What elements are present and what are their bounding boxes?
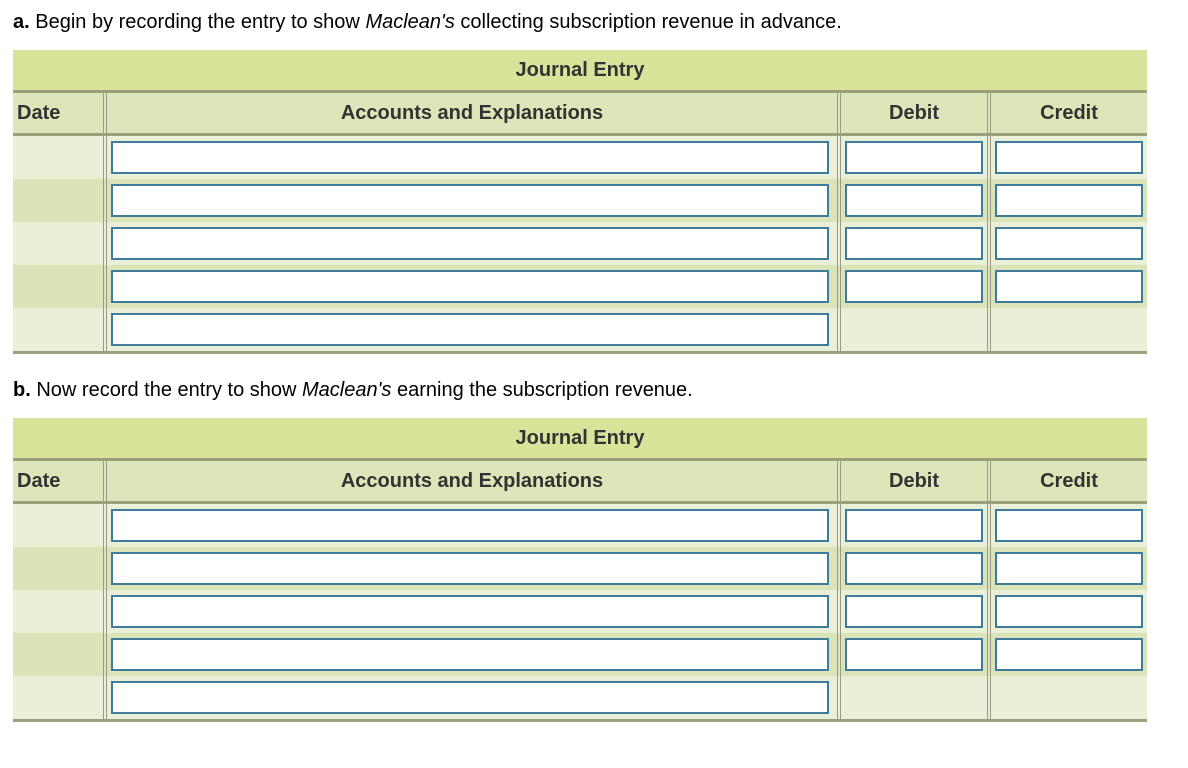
debit-header: Debit xyxy=(837,93,987,133)
debit-cell xyxy=(837,547,987,590)
credit-input[interactable] xyxy=(995,270,1143,303)
debit-cell xyxy=(837,633,987,676)
account-input[interactable] xyxy=(111,552,829,585)
instruction-a-text-after: collecting subscription revenue in advance. xyxy=(454,11,842,33)
accounts-cell xyxy=(103,633,837,676)
date-cell xyxy=(13,179,103,222)
debit-input[interactable] xyxy=(845,638,983,671)
date-header: Date xyxy=(13,93,103,133)
debit-input[interactable] xyxy=(845,509,983,542)
credit-cell xyxy=(987,590,1147,633)
debit-cell xyxy=(837,265,987,308)
date-cell xyxy=(13,265,103,308)
date-cell xyxy=(13,633,103,676)
credit-header: Credit xyxy=(987,93,1147,133)
accounts-cell xyxy=(103,676,837,719)
accounts-cell xyxy=(103,590,837,633)
credit-input[interactable] xyxy=(995,184,1143,217)
table-bottom-border xyxy=(13,351,1147,354)
debit-cell xyxy=(837,504,987,547)
credit-cell xyxy=(987,265,1147,308)
accounts-cell xyxy=(103,504,837,547)
debit-cell xyxy=(837,590,987,633)
debit-cell xyxy=(837,179,987,222)
journal-row xyxy=(13,590,1147,633)
credit-cell xyxy=(987,222,1147,265)
credit-cell xyxy=(987,676,1147,719)
date-cell xyxy=(13,676,103,719)
date-cell xyxy=(13,590,103,633)
credit-input[interactable] xyxy=(995,141,1143,174)
instruction-b-text-after: earning the subscription revenue. xyxy=(391,379,693,401)
debit-input[interactable] xyxy=(845,595,983,628)
debit-input[interactable] xyxy=(845,270,983,303)
journal-row xyxy=(13,136,1147,179)
account-input[interactable] xyxy=(111,313,829,346)
date-cell xyxy=(13,136,103,179)
debit-cell xyxy=(837,308,987,351)
date-cell xyxy=(13,547,103,590)
date-cell xyxy=(13,504,103,547)
credit-cell xyxy=(987,179,1147,222)
debit-input[interactable] xyxy=(845,184,983,217)
account-input[interactable] xyxy=(111,595,829,628)
accounts-header: Accounts and Explanations xyxy=(103,93,837,133)
journal-title: Journal Entry xyxy=(13,50,1147,93)
account-input[interactable] xyxy=(111,270,829,303)
table-bottom-border xyxy=(13,719,1147,722)
journal-row xyxy=(13,265,1147,308)
account-input[interactable] xyxy=(111,681,829,714)
credit-input[interactable] xyxy=(995,509,1143,542)
account-input[interactable] xyxy=(111,184,829,217)
journal-header-row xyxy=(13,461,1147,504)
journal-entry-table-b xyxy=(13,418,1147,722)
instruction-b xyxy=(13,378,693,402)
accounts-cell xyxy=(103,136,837,179)
journal-row xyxy=(13,308,1147,351)
journal-row xyxy=(13,547,1147,590)
journal-row xyxy=(13,179,1147,222)
credit-cell xyxy=(987,547,1147,590)
accounts-cell xyxy=(103,308,837,351)
credit-input[interactable] xyxy=(995,227,1143,260)
journal-row xyxy=(13,633,1147,676)
journal-entry-table-a xyxy=(13,50,1147,354)
credit-input[interactable] xyxy=(995,595,1143,628)
journal-row xyxy=(13,676,1147,719)
debit-input[interactable] xyxy=(845,227,983,260)
credit-cell xyxy=(987,308,1147,351)
accounts-cell xyxy=(103,265,837,308)
instruction-a-company: Maclean's xyxy=(365,11,455,33)
account-input[interactable] xyxy=(111,509,829,542)
account-input[interactable] xyxy=(111,638,829,671)
instruction-b-letter: b. xyxy=(13,379,31,401)
account-input[interactable] xyxy=(111,141,829,174)
instruction-b-text-before: Now record the entry to show xyxy=(30,379,303,401)
instruction-a-letter: a. xyxy=(13,11,30,33)
accounts-cell xyxy=(103,547,837,590)
accounts-cell xyxy=(103,179,837,222)
credit-input[interactable] xyxy=(995,552,1143,585)
date-cell xyxy=(13,222,103,265)
instruction-a xyxy=(13,10,842,34)
date-cell xyxy=(13,308,103,351)
account-input[interactable] xyxy=(111,227,829,260)
accounts-cell xyxy=(103,222,837,265)
credit-cell xyxy=(987,504,1147,547)
debit-cell xyxy=(837,222,987,265)
debit-header: Debit xyxy=(837,461,987,501)
journal-header-row xyxy=(13,93,1147,136)
journal-row xyxy=(13,222,1147,265)
instruction-a-text-before: Begin by recording the entry to show xyxy=(29,11,366,33)
debit-input[interactable] xyxy=(845,552,983,585)
credit-cell xyxy=(987,136,1147,179)
journal-row xyxy=(13,504,1147,547)
accounts-header: Accounts and Explanations xyxy=(103,461,837,501)
debit-input[interactable] xyxy=(845,141,983,174)
instruction-b-company: Maclean's xyxy=(302,379,392,401)
debit-cell xyxy=(837,136,987,179)
credit-header: Credit xyxy=(987,461,1147,501)
date-header: Date xyxy=(13,461,103,501)
journal-title: Journal Entry xyxy=(13,418,1147,461)
credit-cell xyxy=(987,633,1147,676)
credit-input[interactable] xyxy=(995,638,1143,671)
debit-cell xyxy=(837,676,987,719)
